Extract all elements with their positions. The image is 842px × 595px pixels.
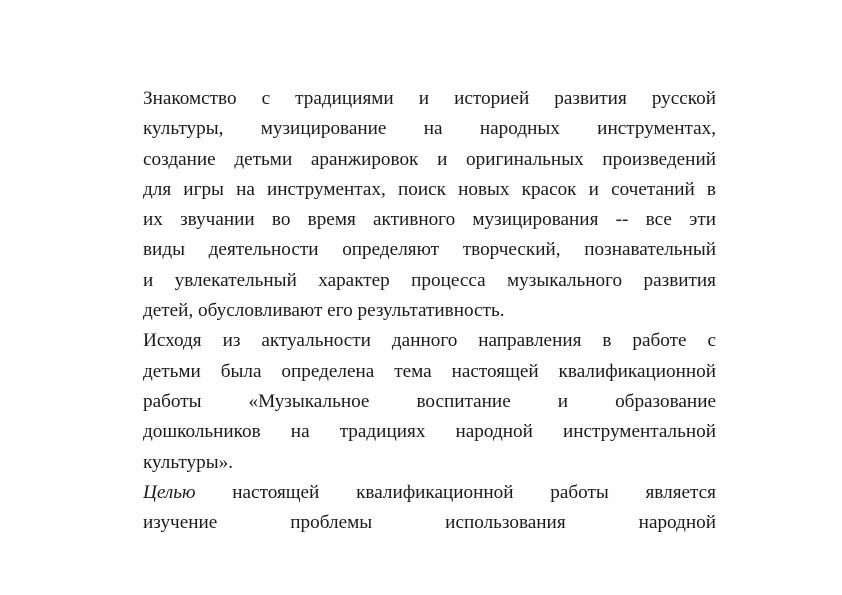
- document-page: [143, 84, 716, 538]
- text-line: и увлекательный характер процесса музыкального развития: [143, 269, 716, 291]
- goal-label: Целью: [143, 481, 196, 503]
- paragraph-research-topic: [143, 326, 716, 477]
- text-line: Исходя из актуальности данного направления в работе с: [143, 330, 716, 352]
- paragraph-culture-traditions: [143, 84, 716, 326]
- text-line: детьми была определена тема настоящей квалификационной: [143, 360, 716, 382]
- text-line: создание детьми аранжировок и оригинальных произведений: [143, 148, 716, 170]
- text-line: для игры на инструментах, поиск новых красок и сочетаний в: [143, 178, 716, 200]
- text-line: их звучании во время активного музицирования -- все эти: [143, 209, 716, 231]
- text-line: изучение проблемы использования народной: [143, 512, 716, 534]
- text-line: виды деятельности определяют творческий, познавательный: [143, 239, 716, 261]
- text-line: культуры, музицирование на народных инструментах,: [143, 118, 716, 140]
- text-line: дошкольников на традициях народной инструментальной: [143, 421, 716, 443]
- text-line: детей, обусловливают его результативность.: [143, 300, 505, 322]
- text-line: работы «Музыкальное воспитание и образование: [143, 390, 716, 412]
- goal-line-rest: настоящей квалификационной работы является: [195, 481, 716, 503]
- text-line: Знакомство с традициями и историей развития русской: [143, 88, 716, 109]
- text-line: [143, 478, 716, 508]
- paragraph-research-goal: [143, 478, 716, 539]
- text-line: культуры».: [143, 451, 233, 473]
